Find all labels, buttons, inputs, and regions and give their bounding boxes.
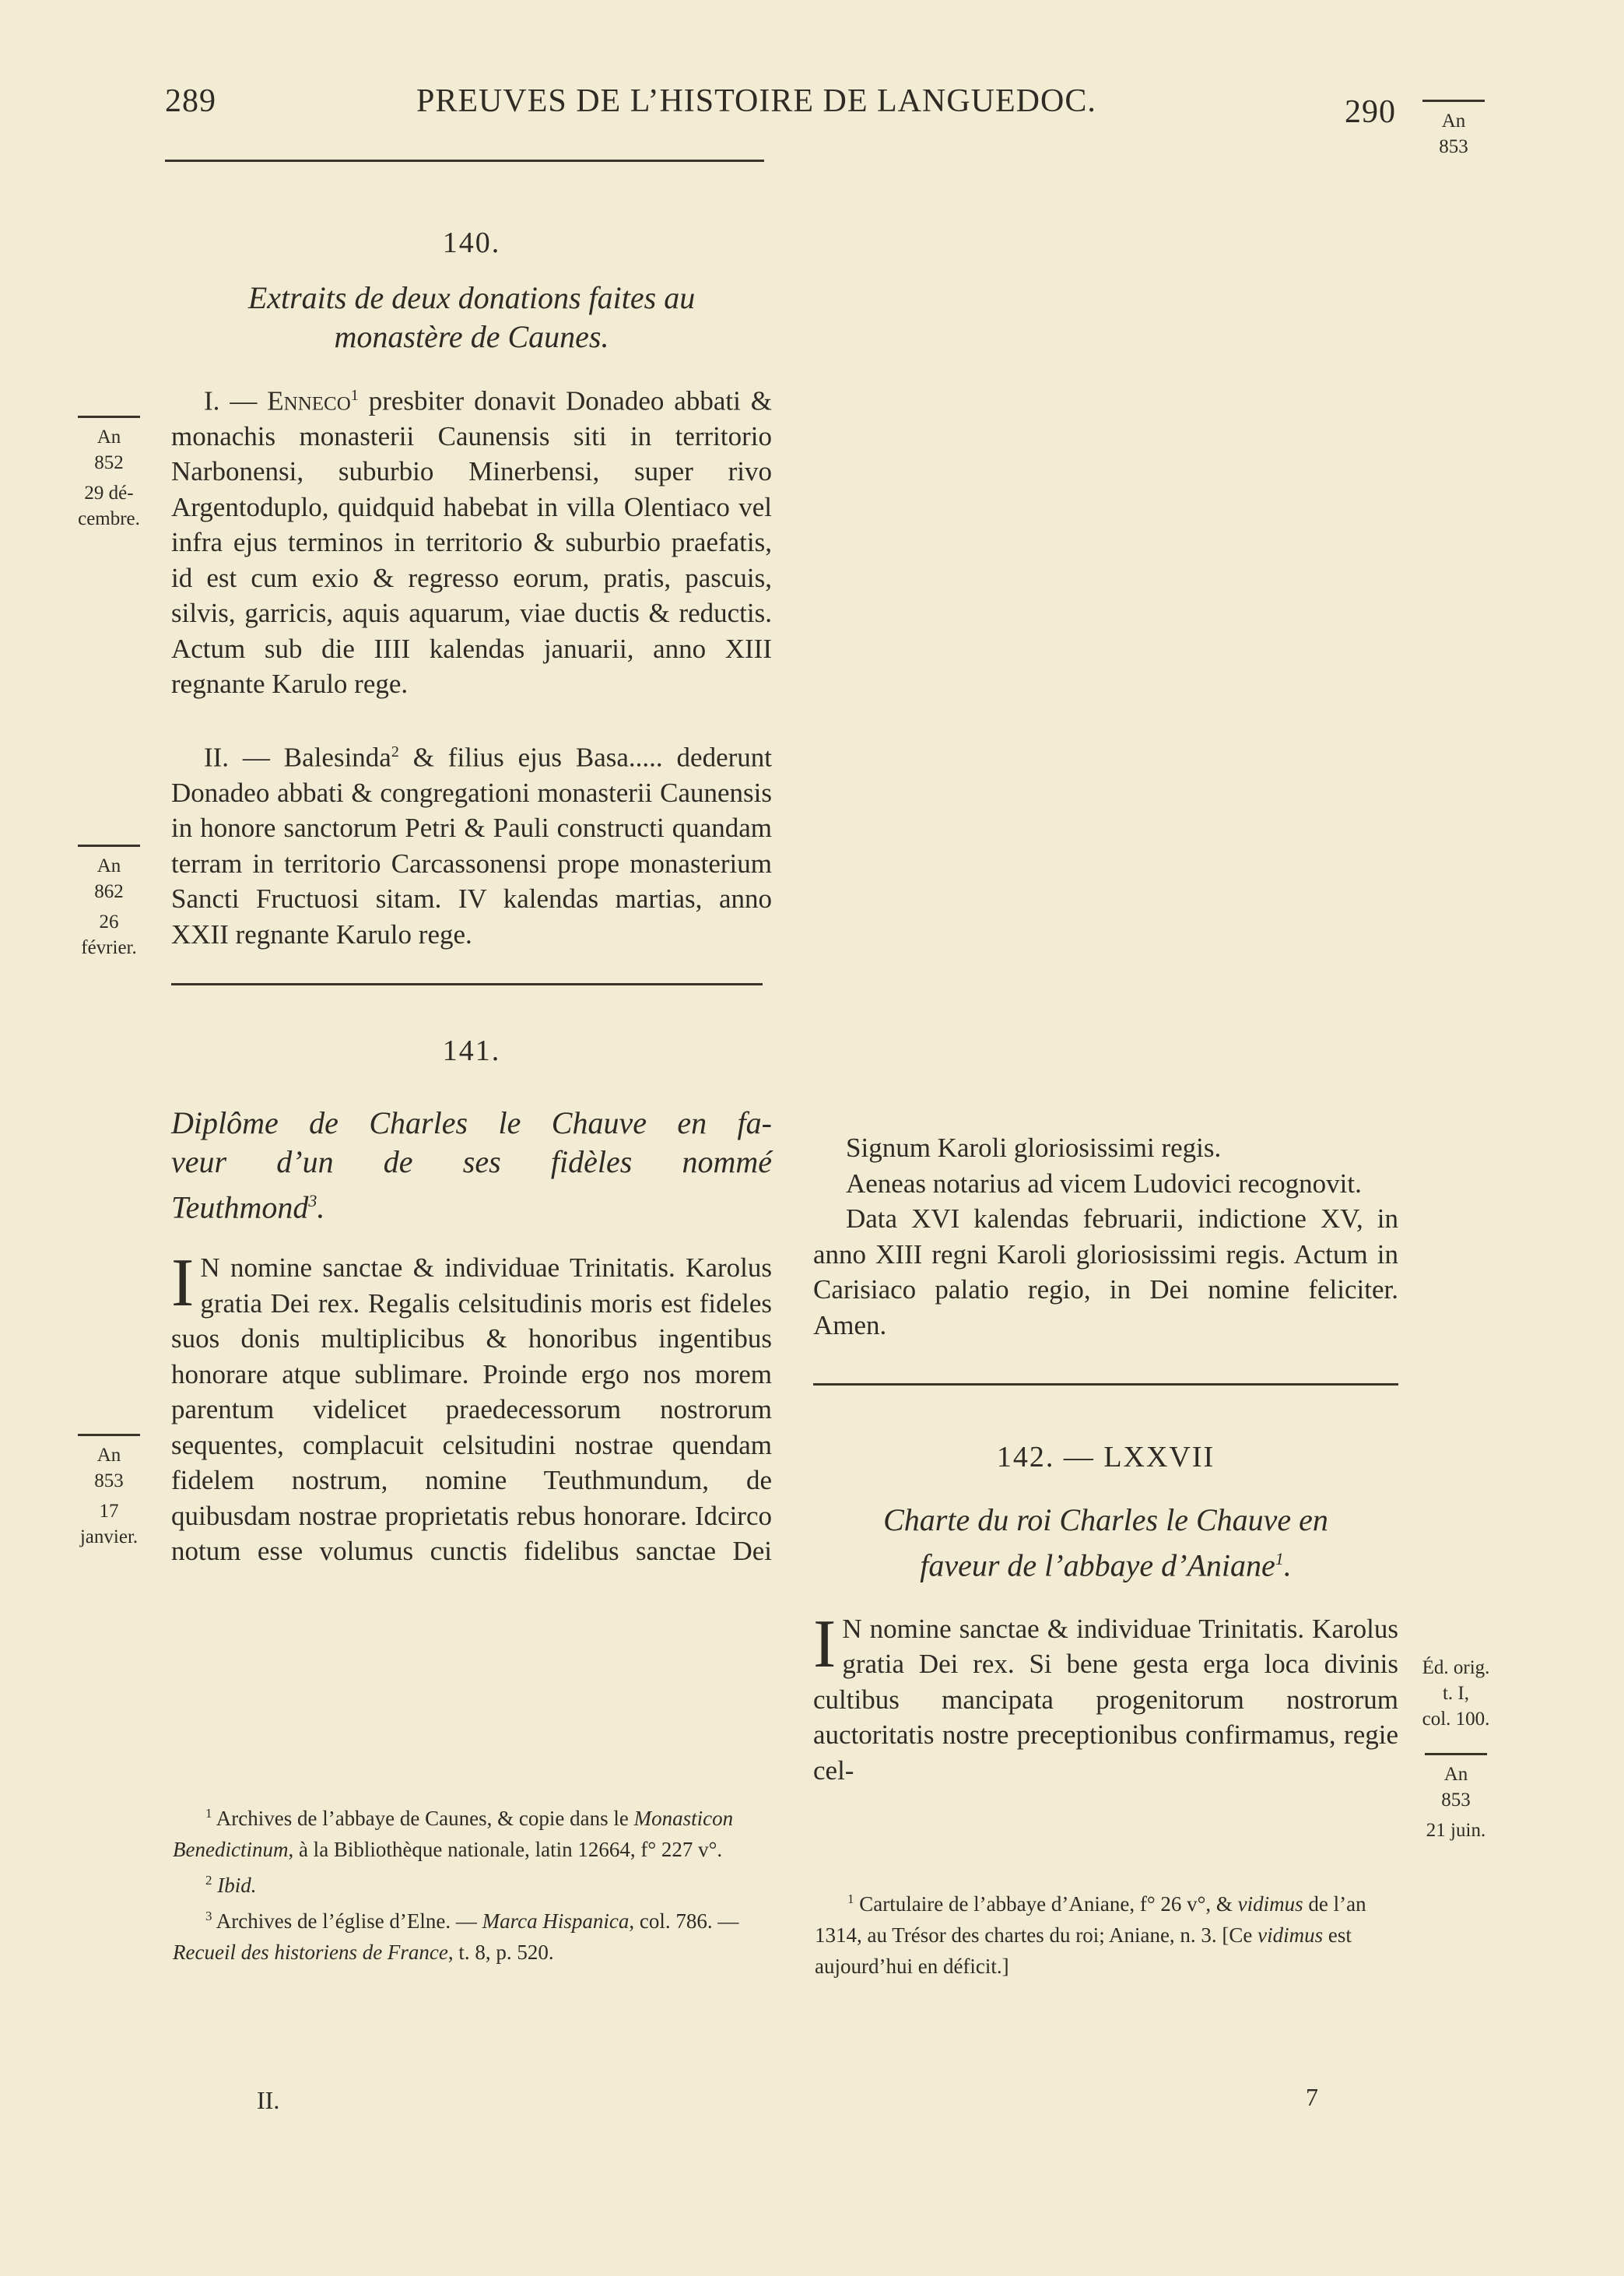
- title-text: .: [1283, 1547, 1292, 1582]
- margin-note-year-853-top: [1419, 100, 1489, 160]
- document-number-142: 142. — LXXVII: [996, 1441, 1215, 1473]
- margin-line: février.: [81, 937, 137, 958]
- signature-mark-left: II.: [257, 2086, 280, 2114]
- margin-line: An: [96, 1445, 121, 1466]
- margin-rule: [1425, 1753, 1487, 1755]
- section-rule: [171, 983, 763, 985]
- footnote-ref: 1: [1275, 1548, 1284, 1568]
- footnote-italic: Ibid.: [217, 1874, 257, 1897]
- page-number-right: 290: [1345, 94, 1396, 130]
- margin-line: An: [96, 427, 121, 448]
- title-line: [813, 1540, 1398, 1585]
- document-title-141: [171, 1104, 772, 1227]
- paragraph-text: nomine sanctae & individuae Trinitatis. Karolus gratia Dei rex. Si bene gesta erga loca divinis cultibus mancipata progenitorum nostrorum auctoritatis nostre preceptionibus confirmamus, regie cel-: [813, 1613, 1398, 1786]
- footnote-italic: Marca Hispanica: [482, 1909, 630, 1933]
- notary-line: Aeneas notarius ad vicem Ludovici recognovit.: [846, 1168, 1362, 1199]
- margin-line: An: [96, 855, 121, 876]
- footnote-ref: 2: [391, 743, 399, 760]
- document-title-142: [813, 1501, 1398, 1585]
- margin-line: Éd. orig.: [1422, 1657, 1490, 1678]
- footnote-text: Cartulaire de l’abbaye d’Aniane, f° 26 v°, &: [854, 1892, 1238, 1916]
- margin-line: 21 juin.: [1426, 1820, 1486, 1841]
- footnotes-right: [815, 1884, 1400, 1982]
- header-rule: [165, 160, 764, 162]
- margin-line: janvier.: [79, 1526, 139, 1547]
- title-line: Diplôme de Charles le Chauve en fa-: [171, 1105, 772, 1140]
- footnote-italic: vidimus: [1257, 1923, 1324, 1947]
- margin-rule: [1422, 100, 1485, 102]
- margin-line: 853: [1441, 1790, 1471, 1811]
- dating-clause: Data XVI kalendas februarii, indictione XV, in anno XIII regni Karoli gloriosissimi regis. Actum in Carisiaco palatio regio, in Dei nomine feliciter. Amen.: [813, 1203, 1398, 1340]
- footnote-2: [173, 1865, 772, 1901]
- paragraph-donation-1: [171, 378, 772, 702]
- margin-line: 17: [99, 1501, 119, 1522]
- title-text: faveur de l’abbaye d’Aniane: [920, 1547, 1275, 1582]
- margin-line: 853: [94, 1470, 124, 1491]
- footnote-number: 2: [205, 1873, 212, 1888]
- margin-note-year-862: [74, 845, 144, 961]
- margin-rule: [78, 416, 140, 418]
- margin-line: An: [1443, 1764, 1468, 1785]
- title-line: veur d’un de ses fidèles nommé: [171, 1143, 772, 1179]
- title-line: Extraits de deux donations faites au: [247, 279, 696, 315]
- margin-line: t. I,: [1442, 1683, 1470, 1704]
- footnote-number: 3: [205, 1909, 212, 1923]
- title-text: Teuthmond: [171, 1189, 309, 1225]
- title-line: monastère de Caunes.: [334, 318, 609, 354]
- paragraph-lead: II. — Balesinda: [204, 742, 391, 773]
- margin-line: 862: [94, 881, 124, 902]
- title-line: Charte du roi Charles le Chauve en: [883, 1502, 1328, 1537]
- margin-line: cembre.: [78, 508, 140, 529]
- footnote-italic: vidimus: [1237, 1892, 1303, 1916]
- paragraph-lead: N: [200, 1252, 220, 1284]
- margin-note-original-edition: [1421, 1655, 1491, 1732]
- right-column-closing: [813, 1130, 1398, 1788]
- footnote-number: 1: [847, 1891, 854, 1906]
- margin-line: 852: [94, 452, 124, 473]
- charter-141-text-left: [171, 1250, 772, 1569]
- footnote-text: , à la Bibliothèque nationale, latin 12664, f° 227 v°.: [288, 1838, 723, 1861]
- running-title: PREUVES DE L’HISTOIRE DE LANGUEDOC.: [416, 83, 1096, 119]
- paragraph-text: presbiter donavit Donadeo abbati & monachis monasterii Caunensis siti in territorio Narbonensi, suburbio Minerbensi, super rivo Argentoduplo, quidquid habebat in villa Olentiaco vel infra ejus terminos in territorio & suburbio praefatis, id est cum exio & regresso eorum, pratis, pascuis, silvis, garricis, aquis aquarum, viae ductis & reductis. Actum sub die IIII kalendas januarii, anno XIII regnante Karulo rege.: [171, 385, 772, 700]
- footnote-text: Archives de l’abbaye de Caunes, & copie dans le: [212, 1807, 634, 1830]
- document-number-141: 141.: [442, 1034, 501, 1068]
- footnote-3: [173, 1901, 772, 1968]
- margin-line: 29 dé-: [84, 483, 134, 504]
- paragraph-lead: I. — Enneco: [204, 385, 351, 416]
- margin-rule: [78, 1434, 140, 1436]
- margin-line: An: [1441, 111, 1466, 132]
- footnote-ref: 1: [350, 386, 359, 404]
- page-number-left: 289: [165, 83, 216, 119]
- paragraph-lead: N: [842, 1613, 862, 1644]
- footnote-number: 1: [205, 1806, 212, 1821]
- charter-142-text: [813, 1606, 1398, 1789]
- margin-note-year-853-jun: [1421, 1753, 1491, 1843]
- paragraph-text: & filius ejus Basa..... dederunt Donadeo abbati & congregationi monasterii Caunensis in honore sanctorum Petri & Pauli constructi quandam terram in territorio Carcassonensi prope monasterium Sancti Fructuosi sitam. IV kalendas martias, anno XXII regnante Karulo rege.: [171, 742, 772, 950]
- footnotes-left: [173, 1798, 772, 1968]
- margin-note-year-853-jan: [74, 1434, 144, 1550]
- margin-line: 853: [1439, 136, 1468, 157]
- section-rule: [813, 1383, 1398, 1386]
- title-text: .: [317, 1189, 325, 1225]
- footnote-text: est aujourd’hui en déficit.]: [815, 1923, 1352, 1978]
- footnote-italic: Monasticon Benedictinum: [173, 1807, 734, 1861]
- title-line: [171, 1182, 772, 1227]
- margin-line: col. 100.: [1422, 1709, 1490, 1730]
- margin-note-year-852: [74, 416, 144, 532]
- footnote-text: , col. 786. —: [629, 1909, 739, 1933]
- footnote-italic: Recueil des historiens de France: [173, 1941, 448, 1964]
- signature-mark-right: 7: [1306, 2083, 1318, 2111]
- footnote-1: [173, 1798, 772, 1865]
- footnote-text: de l’an 1314, au Trésor des chartes du roi; Aniane, n. 3. [Ce: [815, 1892, 1366, 1947]
- footnote-ref: 3: [308, 1190, 317, 1210]
- paragraph-donation-2: [171, 735, 772, 953]
- drop-cap: I: [813, 1606, 837, 1682]
- document-number-140: 140.: [442, 227, 501, 259]
- left-column: [171, 226, 772, 1569]
- footnote-text: , t. 8, p. 520.: [447, 1941, 554, 1964]
- footnote-text: Archives de l’église d’Elne. —: [212, 1909, 482, 1933]
- margin-line: 26: [99, 911, 119, 933]
- footnote-1: [815, 1884, 1400, 1982]
- drop-cap: I: [171, 1250, 195, 1322]
- margin-rule: [78, 845, 140, 847]
- paragraph-text: nomine sanctae & individuae Trinitatis. Karolus gratia Dei rex. Regalis celsitudinis moris est fideles suos donis multiplicibus & honoribus ingentibus honorare atque sublimare. Proinde ergo nos morem parentum videlicet praedecessorum nostrorum sequentes, complacuit celsitudini nostrae quendam fidelem nostrum, nomine Teuthmundum, de quibusdam nostrae proprietatis rebus honorare. Idcirco notum esse volumus cunctis fidelibus sanctae Dei: [171, 1252, 772, 1567]
- signum-line: Signum Karoli gloriosissimi regis.: [846, 1133, 1222, 1163]
- document-title-140: [171, 279, 772, 357]
